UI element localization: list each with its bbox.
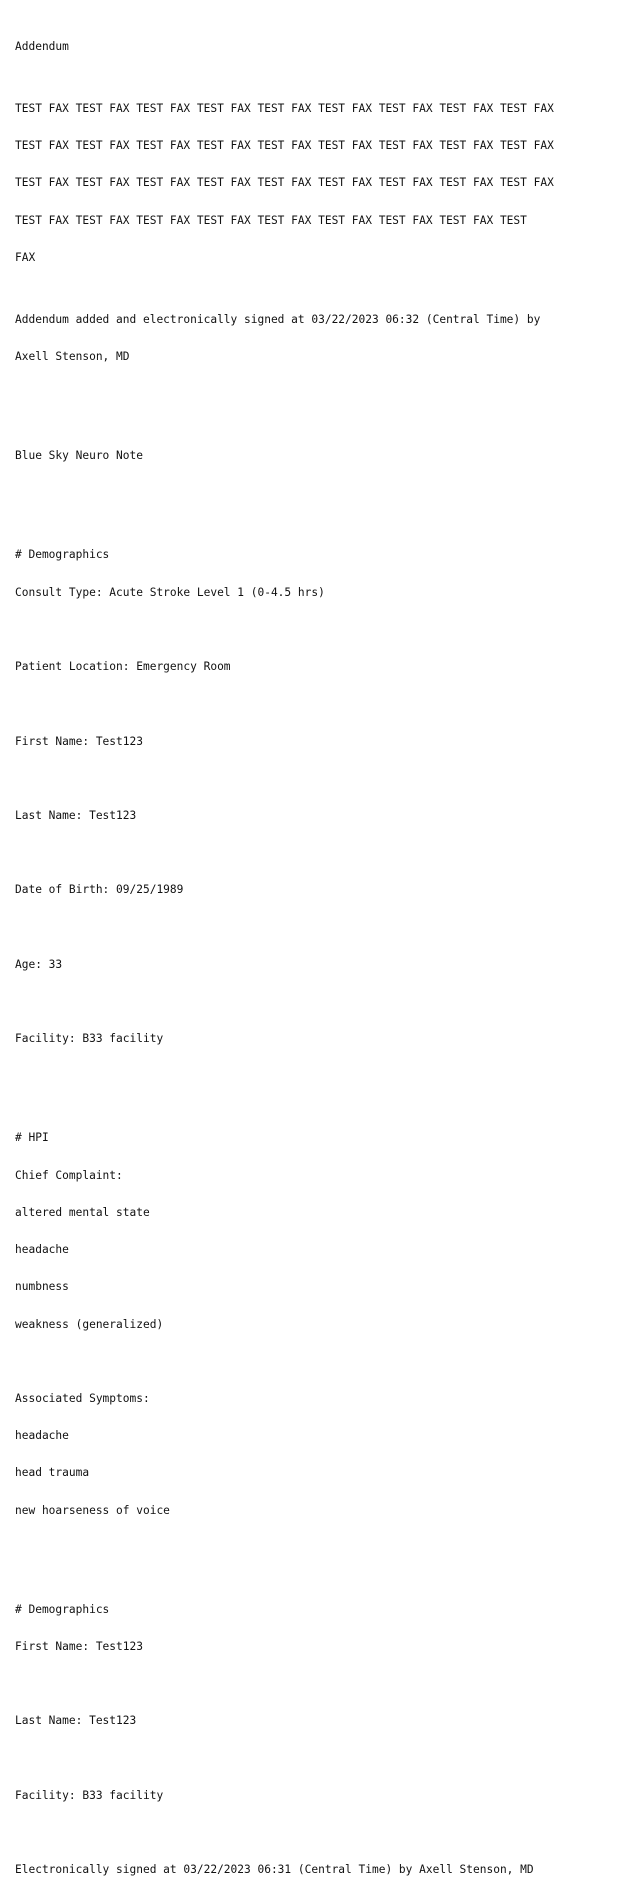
demographics-heading: # Demographics (15, 548, 110, 562)
spacer (15, 1554, 620, 1579)
consult-type: Consult Type: Acute Stroke Level 1 (0-4.5 hrs) (15, 585, 325, 599)
associated-symptom-item: head trauma (15, 1466, 90, 1480)
spacer (15, 773, 620, 785)
fax-line: TEST FAX TEST FAX TEST FAX TEST FAX TEST FAX TEST FAX TEST FAX TEST FAX TEST (15, 213, 527, 227)
demographics-heading-2: # Demographics (15, 1602, 110, 1616)
electronic-signature: Electronically signed at 03/22/2023 06:31 (Central Time) by Axell Stenson, MD (15, 1863, 534, 1877)
chief-complaint-item: numbness (15, 1280, 69, 1294)
spacer (15, 1356, 620, 1368)
patient-location: Patient Location: Emergency Room (15, 660, 231, 674)
last-name-2: Last Name: Test123 (15, 1714, 137, 1728)
associated-symptom-item: new hoarseness of voice (15, 1503, 170, 1517)
addendum-signed-line: Addendum added and electronically signed at 03/22/2023 06:32 (Central Time) by (15, 312, 541, 326)
fax-line: TEST FAX TEST FAX TEST FAX TEST FAX TEST FAX TEST FAX TEST FAX TEST FAX TEST FAX (15, 101, 554, 115)
spacer (15, 996, 620, 1008)
chief-complaint-item: headache (15, 1243, 69, 1257)
age: Age: 33 (15, 957, 63, 971)
addendum-signed-name: Axell Stenson, MD (15, 349, 130, 363)
facility: Facility: B33 facility (15, 1032, 164, 1046)
spacer (15, 847, 620, 859)
fax-test-block (15, 78, 620, 289)
fax-line: TEST FAX TEST FAX TEST FAX TEST FAX TEST FAX TEST FAX TEST FAX TEST FAX TEST FAX (15, 139, 554, 153)
addendum-heading: Addendum (15, 39, 69, 53)
hpi-heading: # HPI (15, 1131, 49, 1145)
associated-symptom-item: headache (15, 1429, 69, 1443)
first-name-2: First Name: Test123 (15, 1640, 143, 1654)
fax-line: TEST FAX TEST FAX TEST FAX TEST FAX TEST FAX TEST FAX TEST FAX TEST FAX TEST FAX (15, 176, 554, 190)
note-title: Blue Sky Neuro Note (15, 449, 143, 463)
last-name: Last Name: Test123 (15, 808, 137, 822)
spacer (15, 922, 620, 934)
facility-2: Facility: B33 facility (15, 1788, 164, 1802)
chief-complaint-item: weakness (generalized) (15, 1317, 164, 1331)
chief-complaint-label: Chief Complaint: (15, 1168, 123, 1182)
spacer (15, 624, 620, 636)
spacer (15, 1083, 620, 1108)
spacer (15, 500, 620, 525)
spacer (15, 1678, 620, 1690)
first-name: First Name: Test123 (15, 734, 143, 748)
chief-complaint-item: altered mental state (15, 1205, 150, 1219)
date-of-birth: Date of Birth: 09/25/1989 (15, 883, 184, 897)
document-page (15, 16, 620, 1889)
spacer (15, 1753, 620, 1765)
associated-symptoms-label: Associated Symptoms: (15, 1391, 150, 1405)
spacer (15, 1827, 620, 1839)
spacer (15, 698, 620, 710)
fax-line: FAX (15, 250, 36, 264)
spacer (15, 401, 620, 426)
